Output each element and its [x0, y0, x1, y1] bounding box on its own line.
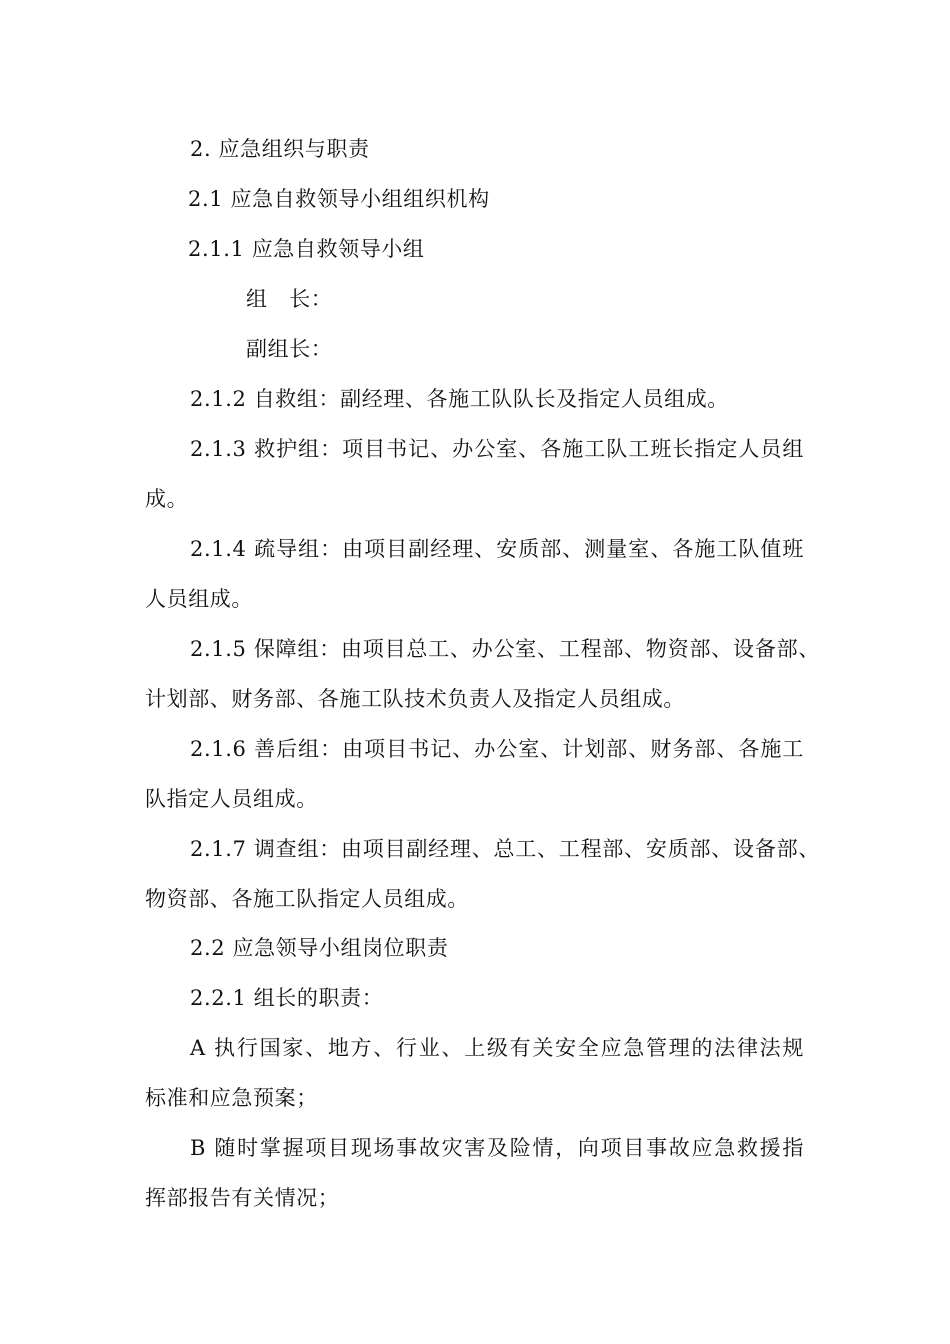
paragraph-2-1-5-line-1: 2.1.5 保障组：由项目总工、办公室、工程部、物资部、设备部、: [190, 637, 820, 661]
paragraph-2-1-7-line-1: 2.1.7 调查组：由项目副经理、总工、工程部、安质部、设备部、: [190, 837, 820, 861]
item-b-line-1: B 随时掌握项目现场事故灾害及险情，向项目事故应急救援指: [190, 1136, 804, 1160]
paragraph-2-1-7-line-2: 物资部、各施工队指定人员组成。: [145, 887, 469, 911]
paragraph-2-1-3-line-1: 2.1.3 救护组：项目书记、办公室、各施工队工班长指定人员组: [190, 437, 804, 461]
deputy-leader-label: 副组长：: [246, 337, 333, 361]
heading-section-2-2: 2.2 应急领导小组岗位职责: [190, 936, 449, 960]
item-a-line-1: A 执行国家、地方、行业、上级有关安全应急管理的法律法规: [190, 1036, 804, 1060]
paragraph-2-1-4-line-2: 人员组成。: [145, 587, 253, 611]
item-a-line-2: 标准和应急预案；: [145, 1086, 318, 1110]
paragraph-2-1-3-line-2: 成。: [145, 487, 189, 511]
leader-label: 组 长：: [246, 287, 333, 311]
heading-section-2-1: 2.1 应急自救领导小组组织机构: [188, 187, 490, 211]
paragraph-2-1-4-line-1: 2.1.4 疏导组：由项目副经理、安质部、测量室、各施工队值班: [190, 537, 804, 561]
paragraph-2-1-2: 2.1.2 自救组：副经理、各施工队队长及指定人员组成。: [190, 387, 729, 411]
heading-section-2-2-1: 2.2.1 组长的职责：: [190, 986, 384, 1010]
heading-section-2: 2. 应急组织与职责: [190, 137, 370, 161]
paragraph-2-1-5-line-2: 计划部、财务部、各施工队技术负责人及指定人员组成。: [145, 687, 685, 711]
paragraph-2-1-6-line-2: 队指定人员组成。: [145, 787, 318, 811]
item-b-line-2: 挥部报告有关情况；: [145, 1186, 340, 1210]
heading-section-2-1-1: 2.1.1 应急自救领导小组: [188, 237, 425, 261]
paragraph-2-1-6-line-1: 2.1.6 善后组：由项目书记、办公室、计划部、财务部、各施工: [190, 737, 804, 761]
